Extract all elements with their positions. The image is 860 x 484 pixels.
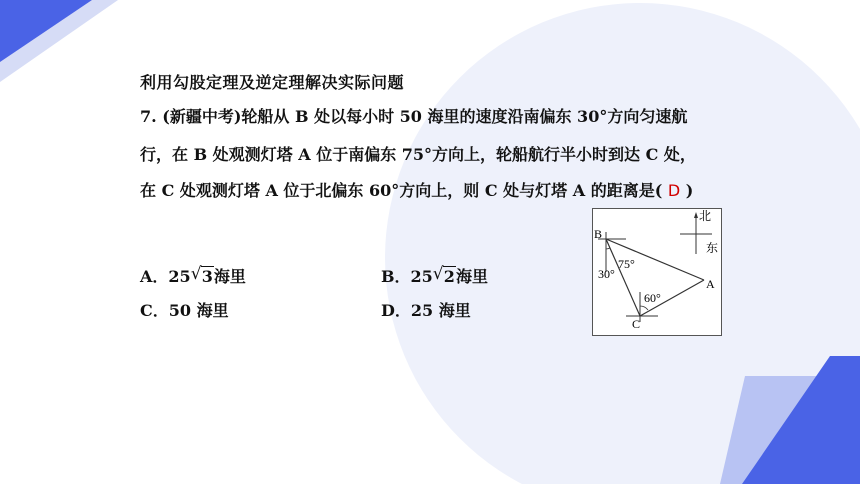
- section-title: 利用勾股定理及逆定理解决实际问题: [140, 73, 405, 92]
- answer-mark: D: [667, 181, 681, 200]
- angle-30-label: 30°: [598, 267, 615, 281]
- point-a-label: A: [706, 277, 715, 291]
- geometry-figure: [592, 208, 722, 336]
- point-c-label: C: [632, 317, 641, 331]
- option-b-label: B．25: [381, 267, 433, 286]
- question-line-2: 行，在 B 处观测灯塔 A 位于南偏东 75°方向上，轮船航行半小时到达 C 处，: [140, 145, 696, 164]
- question-line-3-text: 在 C 处观测灯塔 A 位于北偏东 60°方向上，则 C 处与灯塔 A 的距离是(: [140, 181, 663, 200]
- top-left-blue-shape: [0, 0, 92, 62]
- option-c[interactable]: C．50 海里: [140, 301, 229, 320]
- option-a-label: A．25: [140, 267, 191, 286]
- option-d[interactable]: D．25 海里: [381, 301, 471, 320]
- north-label: 北: [699, 209, 712, 223]
- angle-60-label: 60°: [644, 291, 661, 305]
- east-label: 东: [706, 241, 719, 255]
- sqrt-symbol: √ 3: [190, 264, 213, 286]
- option-b-radicand: 2: [443, 267, 455, 286]
- option-a-unit: 海里: [213, 267, 246, 286]
- sqrt-symbol: √ 2: [432, 264, 455, 286]
- question-line-3: [140, 178, 693, 201]
- point-b-label: B: [594, 227, 603, 241]
- option-b[interactable]: [381, 264, 488, 287]
- question-line-1: 7. (新疆中考)轮船从 B 处以每小时 50 海里的速度沿南偏东 30°方向匀速航: [140, 107, 688, 126]
- option-a-radicand: 3: [201, 267, 213, 286]
- option-a[interactable]: [140, 264, 246, 287]
- angle-75-label: 75°: [618, 257, 635, 271]
- option-b-unit: 海里: [455, 267, 488, 286]
- question-close-paren: ): [685, 181, 694, 200]
